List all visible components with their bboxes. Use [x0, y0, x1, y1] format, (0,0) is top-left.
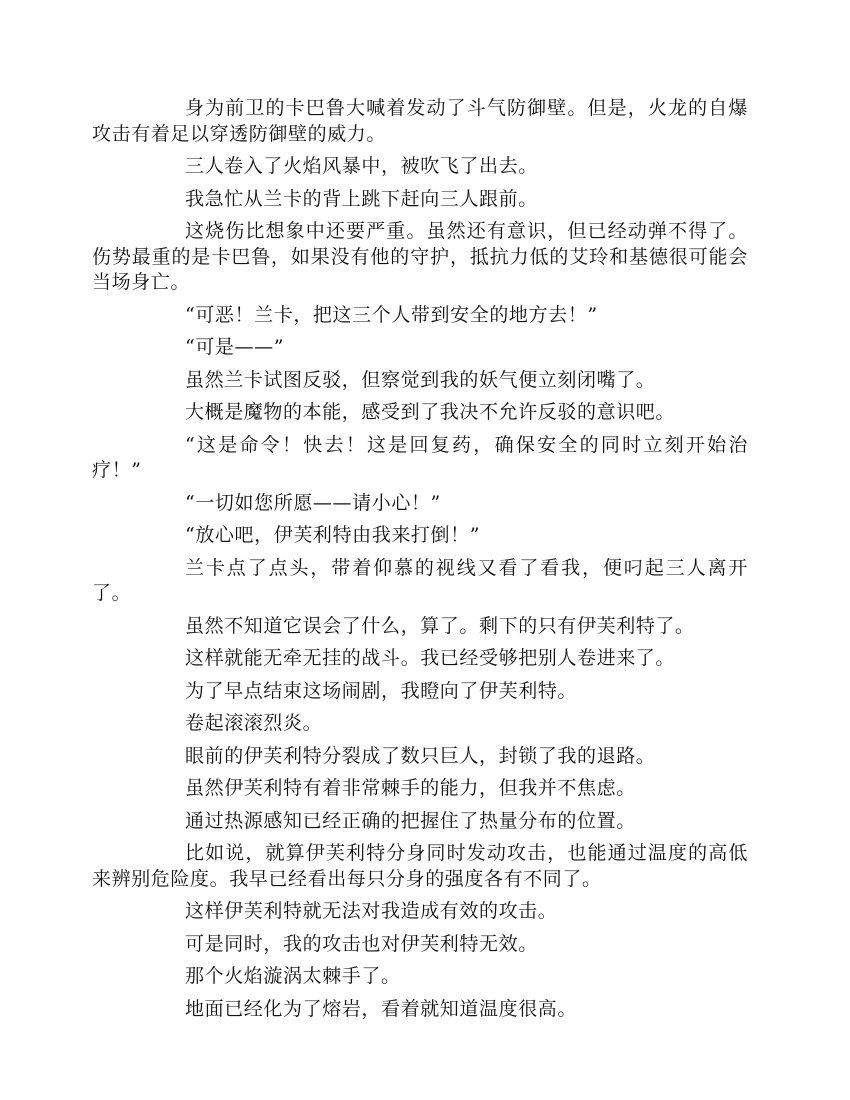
paragraph: 卷起滚滚烈炎。 [185, 712, 323, 734]
paragraph: 身为前卫的卡巴鲁大喊着发动了斗气防御壁。但是，火龙的自爆攻击有着足以穿透防御壁的威力。 [92, 97, 748, 145]
paragraph: 通过热源感知已经正确的把握住了热量分布的位置。 [185, 809, 636, 832]
paragraph: 地面已经化为了熔岩，看着就知道温度很高。 [185, 997, 578, 1020]
paragraph: “放心吧，伊芙利特由我来打倒！” [185, 524, 481, 546]
paragraph: 虽然不知道它误会了什么，算了。剩下的只有伊芙利特了。 [185, 614, 695, 637]
paragraph: 大概是魔物的本能，感受到了我决不允许反驳的意识吧。 [185, 401, 676, 423]
paragraph: “这是命令！快去！这是回复药，确保安全的同时立刻开始治疗！” [92, 433, 748, 481]
paragraph: 可是同时，我的攻击也对伊芙利特无效。 [185, 932, 538, 955]
paragraph: 眼前的伊芙利特分裂成了数只巨人，封锁了我的退路。 [185, 744, 656, 767]
paragraph: “可是——” [185, 336, 285, 358]
paragraph: 虽然兰卡试图反驳，但察觉到我的妖气便立刻闭嘴了。 [185, 368, 656, 391]
paragraph: 这样伊芙利特就无法对我造成有效的攻击。 [185, 900, 558, 922]
paragraph: 我急忙从兰卡的背上跳下赶向三人跟前。 [185, 187, 538, 210]
paragraph: “可恶！兰卡，把这三个人带到安全的地方去！” [185, 303, 598, 326]
paragraph: 这烧伤比想象中还要严重。虽然还有意识，但已经动弹不得了。伤势最重的是卡巴鲁，如果没有他的守护，抵抗力低的艾玲和基德很可能会当场身亡。 [92, 220, 748, 293]
paragraph: 虽然伊芙利特有着非常棘手的能力，但我并不焦虑。 [185, 777, 636, 799]
paragraph: “一切如您所愿——请小心！” [185, 491, 441, 514]
paragraph: 为了早点结束这场闹剧，我瞪向了伊芙利特。 [185, 679, 578, 702]
paragraph: 兰卡点了点头，带着仰慕的视线又看了看我，便叼起三人离开了。 [92, 556, 748, 604]
paragraph: 这样就能无牵无挂的战斗。我已经受够把别人卷进来了。 [185, 647, 676, 669]
document-body [92, 96, 748, 1029]
paragraph: 那个火焰漩涡太棘手了。 [185, 965, 401, 987]
paragraph: 比如说，就算伊芙利特分身同时发动攻击，也能通过温度的高低来辨别危险度。我早已经看出每只分身的强度各有不同了。 [92, 842, 748, 890]
paragraph: 三人卷入了火焰风暴中，被吹飞了出去。 [185, 155, 538, 177]
